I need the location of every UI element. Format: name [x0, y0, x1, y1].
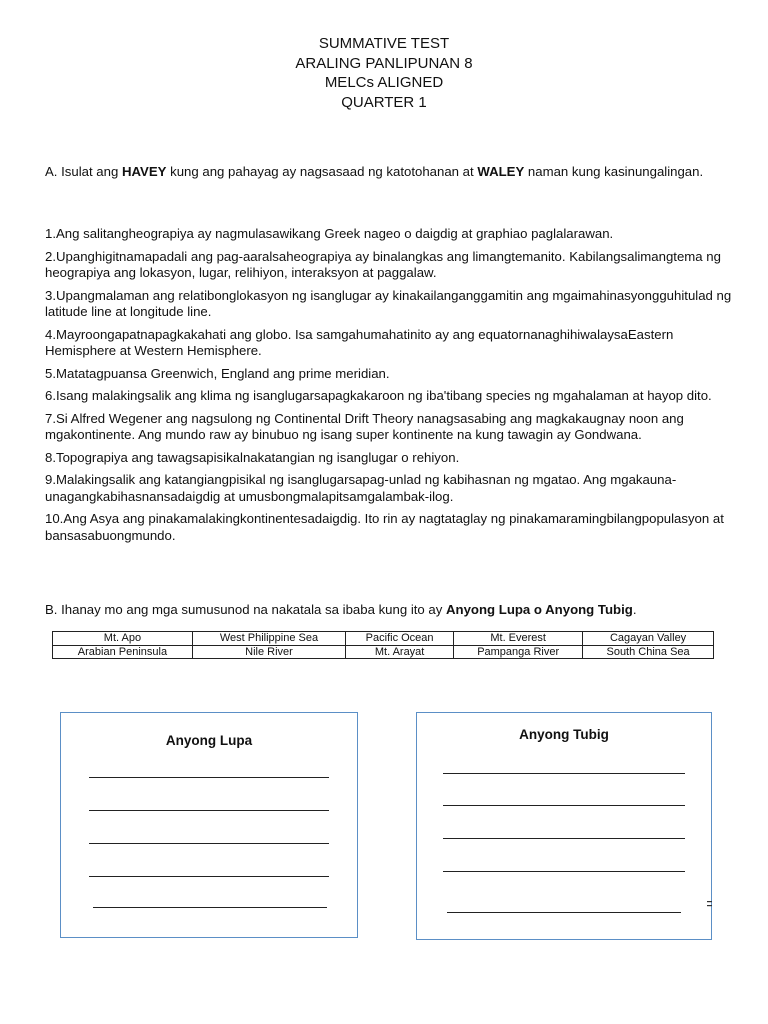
word-bank-cell: West Philippine Sea: [192, 632, 345, 646]
answer-blank[interactable]: [93, 907, 327, 908]
part-a-intro: A. Isulat ang: [45, 164, 122, 179]
document-header: [0, 34, 768, 112]
answer-blank[interactable]: [89, 876, 329, 877]
word-bank-cell: Mt. Apo: [53, 632, 193, 646]
part-a-end: naman kung kasinungalingan.: [524, 164, 704, 179]
part-b-emphasis: Anyong Lupa o Anyong Tubig: [446, 602, 633, 617]
part-a-middle: kung ang pahayag ay nagsasaad ng katotohanan at: [166, 164, 478, 179]
part-b-intro: B. Ihanay mo ang mga sumusunod na nakatala sa ibaba kung ito ay: [45, 602, 447, 617]
word-bank-cell: Pampanga River: [454, 645, 583, 659]
word-bank-cell: South China Sea: [583, 645, 714, 659]
answer-blank[interactable]: [443, 871, 685, 872]
anyong-lupa-box: [60, 712, 358, 938]
word-bank-cell: Mt. Arayat: [346, 645, 454, 659]
test-title: SUMMATIVE TEST: [318, 35, 450, 52]
word-bank-cell: Pacific Ocean: [346, 632, 454, 646]
subject-title: ARALING PANLIPUNAN 8: [295, 54, 473, 72]
answer-blank[interactable]: [89, 777, 329, 778]
word-bank-cell: Cagayan Valley: [583, 632, 714, 646]
statement-item: 8.Topograpiya ang tawagsapisikalnakatangian ng isanglugar o rehiyon.: [45, 449, 460, 465]
anyong-lupa-title: Anyong Lupa: [165, 733, 253, 748]
table-row: [53, 645, 714, 659]
answer-blank[interactable]: [89, 810, 329, 811]
word-bank-cell: Mt. Everest: [454, 632, 583, 646]
table-row: [53, 632, 714, 646]
answer-blank[interactable]: [443, 805, 685, 806]
answer-blank[interactable]: [443, 773, 685, 774]
statement-item: 5.Matatagpuansa Greenwich, England ang prime meridian.: [45, 365, 390, 381]
part-b-end: .: [632, 602, 637, 617]
answer-blank[interactable]: [447, 912, 681, 913]
statement-item: 4.Mayroongapatnapagkakahati ang globo. Isa samgahumahatinito ay ang equatornanaghihiwalaysaEastern Hemisphere at Western Hemisphere.: [45, 326, 674, 358]
anyong-tubig-box: [416, 712, 712, 940]
statement-item: 1.Ang salitangheograpiya ay nagmulasawikang Greek nageo o daigdig at graphiao paglalarawan.: [45, 226, 614, 241]
statement-item: 7.Si Alfred Wegener ang nagsulong ng Continental Drift Theory nanagsasabing ang magkakaugnay noon ang mgakontinente. Ang mundo raw ay binubuo ng isang super kontinente na kung tawagin ay Gondwana.: [45, 410, 684, 442]
keyword-havey: HAVEY: [121, 164, 167, 179]
statement-item: 9.Malakingsalik ang katangiangpisikal ng isanglugarsapag-unlad ng kabihasnan ng mgatao. Ang mgakauna-unagangkabihasnansadaigdig at umusbongmalapitsamgalambak-ilog.: [45, 472, 677, 504]
word-bank-table: [52, 631, 714, 659]
anyong-tubig-title: Anyong Tubig: [519, 727, 609, 742]
word-bank-cell: Nile River: [192, 645, 345, 659]
statement-item: 3.Upangmalaman ang relatibonglokasyon ng isanglugar ay kinakailanganggamitin ang mgaimahinasyongguhitulad ng latitude line at longitude line.: [45, 287, 732, 319]
statement-list: [45, 226, 735, 550]
answer-blank[interactable]: [89, 843, 329, 844]
answer-blank[interactable]: [443, 838, 685, 839]
part-a-instructions: [45, 164, 735, 181]
statement-item: 6.Isang malakingsalik ang klima ng isanglugarsapagkakaroon ng iba'tibang species ng mgahalaman at hayop dito.: [45, 388, 712, 403]
word-bank-cell: Arabian Peninsula: [53, 645, 193, 659]
statement-item: 2.Upanghigitnamapadali ang pag-aaralsaheograpiya ay binalangkas ang limangtemanito. Kabilangsalimangtema ng heograpiya ang lokasyon, lugar, relihiyon, interaksyon at paggalaw.: [45, 248, 721, 280]
keyword-waley: WALEY: [477, 164, 525, 179]
part-b-instructions: [45, 602, 735, 619]
alignment-title: MELCs ALIGNED: [324, 74, 444, 91]
statement-item: 10.Ang Asya ang pinakamalakingkontinentesadaigdig. Ito rin ay nagtataglay ng pinakamaramingbilangpopulasyon at bansasabuongmundo.: [45, 511, 724, 543]
stray-mark-icon: [706, 897, 714, 911]
quarter-title: QUARTER 1: [341, 93, 427, 111]
